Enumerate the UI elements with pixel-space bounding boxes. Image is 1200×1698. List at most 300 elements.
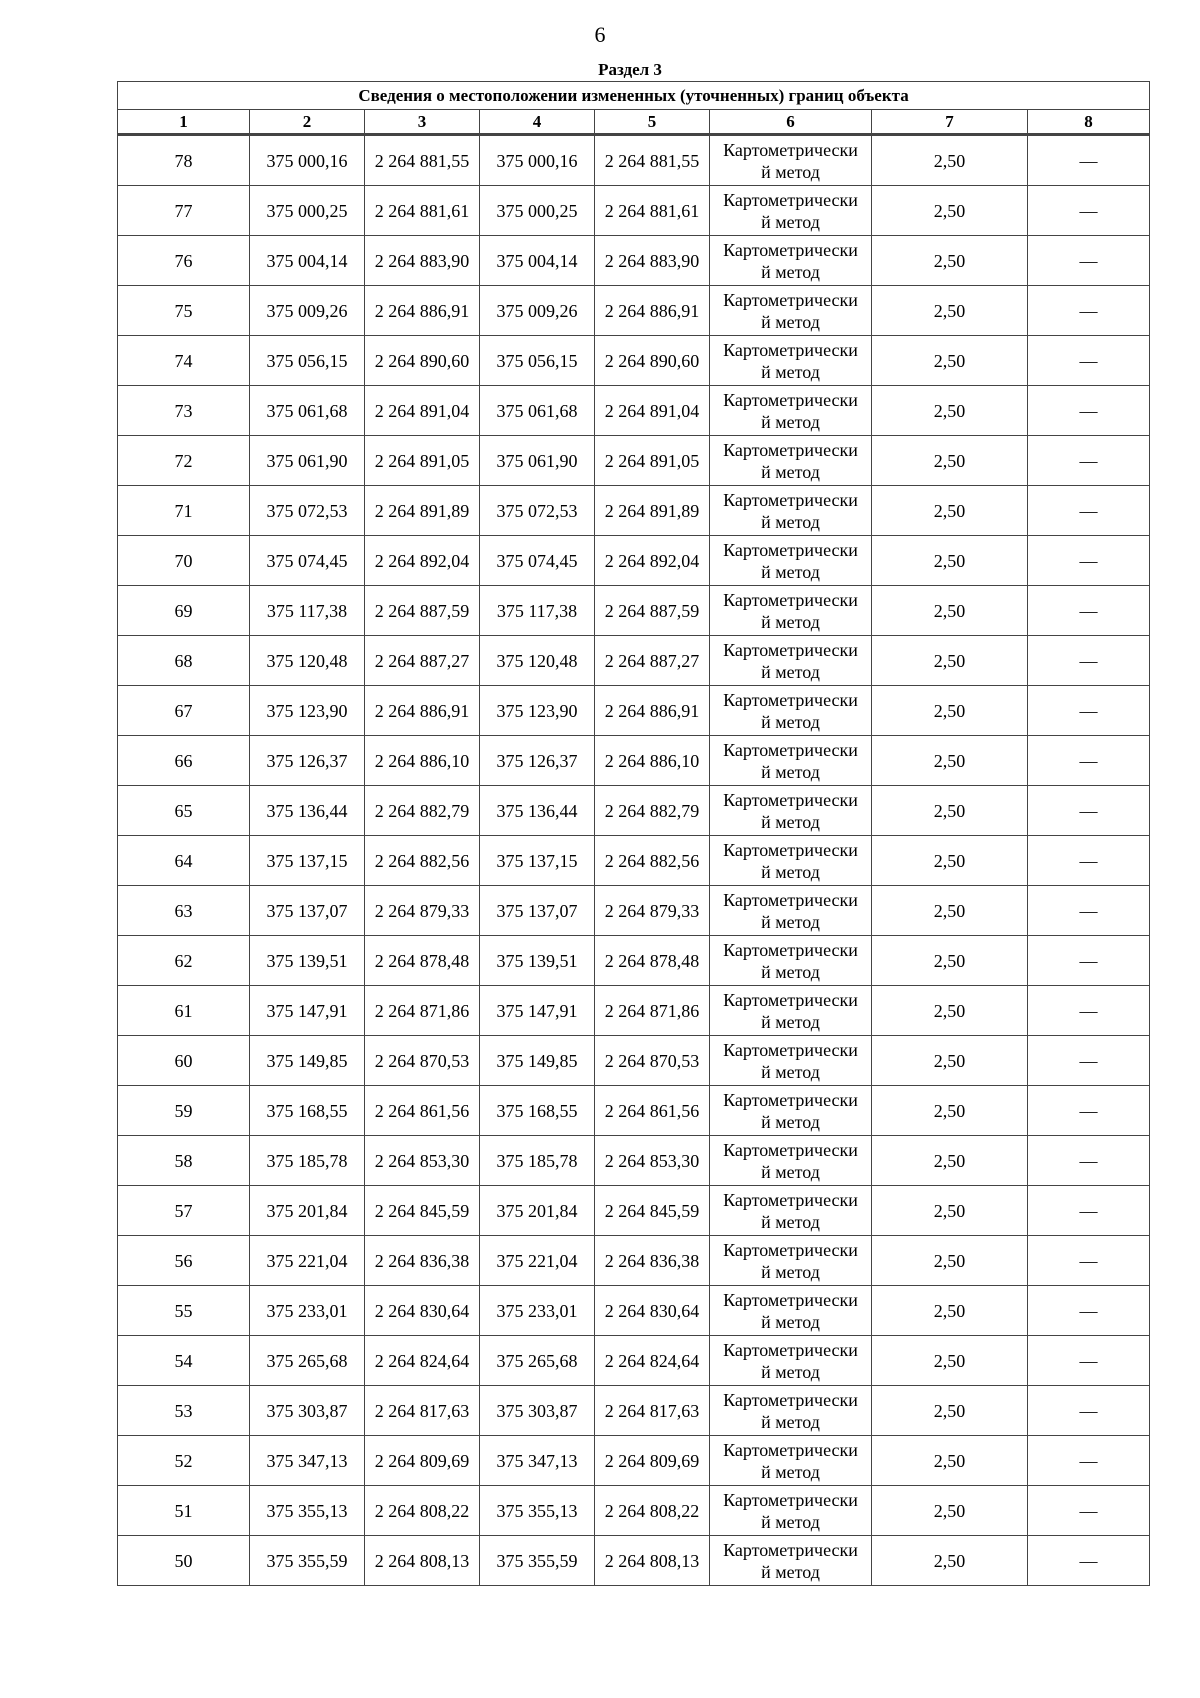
note-cell: — xyxy=(1028,236,1150,286)
table-caption-row xyxy=(118,82,1150,110)
existing-y-cell: 2 264 886,91 xyxy=(365,686,480,736)
existing-x-cell: 375 004,14 xyxy=(250,236,365,286)
table-row xyxy=(118,886,1150,936)
note-cell: — xyxy=(1028,886,1150,936)
refined-x-cell: 375 355,13 xyxy=(480,1486,595,1536)
point-number-cell: 77 xyxy=(118,186,250,236)
point-number-cell: 73 xyxy=(118,386,250,436)
refined-y-cell: 2 264 845,59 xyxy=(595,1186,710,1236)
method-line-1: Картометрически xyxy=(723,139,858,160)
refined-y-cell: 2 264 881,55 xyxy=(595,135,710,186)
table-body xyxy=(118,135,1150,1586)
point-number-cell: 75 xyxy=(118,286,250,336)
table-row xyxy=(118,786,1150,836)
note-cell: — xyxy=(1028,736,1150,786)
existing-x-cell: 375 123,90 xyxy=(250,686,365,736)
existing-x-cell: 375 233,01 xyxy=(250,1286,365,1336)
note-cell: — xyxy=(1028,1386,1150,1436)
method-cell xyxy=(710,1486,872,1536)
existing-y-cell: 2 264 853,30 xyxy=(365,1136,480,1186)
refined-y-cell: 2 264 808,22 xyxy=(595,1486,710,1536)
method-line-1: Картометрически xyxy=(723,1439,858,1460)
refined-x-cell: 375 074,45 xyxy=(480,536,595,586)
precision-cell: 2,50 xyxy=(872,686,1028,736)
precision-cell: 2,50 xyxy=(872,1336,1028,1386)
refined-y-cell: 2 264 817,63 xyxy=(595,1386,710,1436)
method-cell xyxy=(710,586,872,636)
point-number-cell: 65 xyxy=(118,786,250,836)
method-cell xyxy=(710,1186,872,1236)
existing-x-cell: 375 061,68 xyxy=(250,386,365,436)
method-line-1: Картометрически xyxy=(723,339,858,360)
refined-x-cell: 375 000,16 xyxy=(480,135,595,186)
refined-y-cell: 2 264 809,69 xyxy=(595,1436,710,1486)
method-line-2: й метод xyxy=(761,311,820,332)
method-line-1: Картометрически xyxy=(723,289,858,310)
method-line-2: й метод xyxy=(761,611,820,632)
method-line-2: й метод xyxy=(761,561,820,582)
point-number-cell: 72 xyxy=(118,436,250,486)
refined-x-cell: 375 117,38 xyxy=(480,586,595,636)
table-row xyxy=(118,836,1150,886)
method-line-1: Картометрически xyxy=(723,1339,858,1360)
point-number-cell: 50 xyxy=(118,1536,250,1586)
table-row xyxy=(118,1236,1150,1286)
existing-x-cell: 375 201,84 xyxy=(250,1186,365,1236)
existing-y-cell: 2 264 887,59 xyxy=(365,586,480,636)
existing-x-cell: 375 074,45 xyxy=(250,536,365,586)
method-line-1: Картометрически xyxy=(723,1489,858,1510)
column-number: 7 xyxy=(872,110,1028,135)
column-number: 4 xyxy=(480,110,595,135)
method-line-2: й метод xyxy=(761,961,820,982)
table-row xyxy=(118,336,1150,386)
existing-y-cell: 2 264 824,64 xyxy=(365,1336,480,1386)
precision-cell: 2,50 xyxy=(872,1236,1028,1286)
precision-cell: 2,50 xyxy=(872,1136,1028,1186)
refined-y-cell: 2 264 870,53 xyxy=(595,1036,710,1086)
existing-y-cell: 2 264 890,60 xyxy=(365,336,480,386)
refined-x-cell: 375 347,13 xyxy=(480,1436,595,1486)
precision-cell: 2,50 xyxy=(872,135,1028,186)
existing-y-cell: 2 264 891,05 xyxy=(365,436,480,486)
existing-y-cell: 2 264 845,59 xyxy=(365,1186,480,1236)
point-number-cell: 67 xyxy=(118,686,250,736)
refined-y-cell: 2 264 887,27 xyxy=(595,636,710,686)
method-line-1: Картометрически xyxy=(723,1389,858,1410)
point-number-cell: 76 xyxy=(118,236,250,286)
existing-x-cell: 375 000,16 xyxy=(250,135,365,186)
refined-x-cell: 375 120,48 xyxy=(480,636,595,686)
method-line-2: й метод xyxy=(761,1161,820,1182)
refined-x-cell: 375 185,78 xyxy=(480,1136,595,1186)
refined-y-cell: 2 264 891,89 xyxy=(595,486,710,536)
method-line-2: й метод xyxy=(761,1461,820,1482)
table-row xyxy=(118,386,1150,436)
table-caption: Сведения о местоположении измененных (уточненных) границ объекта xyxy=(118,82,1150,110)
method-line-1: Картометрически xyxy=(723,689,858,710)
refined-y-cell: 2 264 879,33 xyxy=(595,886,710,936)
existing-x-cell: 375 117,38 xyxy=(250,586,365,636)
note-cell: — xyxy=(1028,836,1150,886)
existing-y-cell: 2 264 870,53 xyxy=(365,1036,480,1086)
existing-x-cell: 375 185,78 xyxy=(250,1136,365,1186)
note-cell: — xyxy=(1028,686,1150,736)
column-number: 5 xyxy=(595,110,710,135)
precision-cell: 2,50 xyxy=(872,236,1028,286)
existing-y-cell: 2 264 886,10 xyxy=(365,736,480,786)
method-line-2: й метод xyxy=(761,461,820,482)
table-row xyxy=(118,1486,1150,1536)
point-number-cell: 60 xyxy=(118,1036,250,1086)
method-line-2: й метод xyxy=(761,661,820,682)
table-row xyxy=(118,1186,1150,1236)
refined-x-cell: 375 139,51 xyxy=(480,936,595,986)
method-line-1: Картометрически xyxy=(723,1539,858,1560)
existing-x-cell: 375 056,15 xyxy=(250,336,365,386)
table-row xyxy=(118,1086,1150,1136)
precision-cell: 2,50 xyxy=(872,186,1028,236)
table-row xyxy=(118,1136,1150,1186)
refined-y-cell: 2 264 808,13 xyxy=(595,1536,710,1586)
note-cell: — xyxy=(1028,1436,1150,1486)
existing-y-cell: 2 264 879,33 xyxy=(365,886,480,936)
boundary-coordinates-table xyxy=(117,81,1150,1586)
note-cell: — xyxy=(1028,336,1150,386)
method-line-1: Картометрически xyxy=(723,589,858,610)
note-cell: — xyxy=(1028,1336,1150,1386)
method-cell xyxy=(710,336,872,386)
refined-x-cell: 375 056,15 xyxy=(480,336,595,386)
refined-y-cell: 2 264 878,48 xyxy=(595,936,710,986)
table-row xyxy=(118,286,1150,336)
method-line-2: й метод xyxy=(761,811,820,832)
point-number-cell: 52 xyxy=(118,1436,250,1486)
existing-x-cell: 375 139,51 xyxy=(250,936,365,986)
existing-y-cell: 2 264 886,91 xyxy=(365,286,480,336)
refined-x-cell: 375 147,91 xyxy=(480,986,595,1036)
refined-y-cell: 2 264 883,90 xyxy=(595,236,710,286)
note-cell: — xyxy=(1028,1286,1150,1336)
precision-cell: 2,50 xyxy=(872,1186,1028,1236)
precision-cell: 2,50 xyxy=(872,286,1028,336)
method-cell xyxy=(710,1036,872,1086)
note-cell: — xyxy=(1028,936,1150,986)
existing-x-cell: 375 126,37 xyxy=(250,736,365,786)
column-number: 8 xyxy=(1028,110,1150,135)
note-cell: — xyxy=(1028,1236,1150,1286)
table-row xyxy=(118,536,1150,586)
refined-y-cell: 2 264 861,56 xyxy=(595,1086,710,1136)
existing-x-cell: 375 168,55 xyxy=(250,1086,365,1136)
method-cell xyxy=(710,486,872,536)
column-number: 3 xyxy=(365,110,480,135)
method-line-2: й метод xyxy=(761,1511,820,1532)
existing-y-cell: 2 264 881,61 xyxy=(365,186,480,236)
existing-y-cell: 2 264 882,56 xyxy=(365,836,480,886)
point-number-cell: 63 xyxy=(118,886,250,936)
method-line-1: Картометрически xyxy=(723,439,858,460)
existing-y-cell: 2 264 808,13 xyxy=(365,1536,480,1586)
existing-x-cell: 375 147,91 xyxy=(250,986,365,1036)
precision-cell: 2,50 xyxy=(872,386,1028,436)
column-number: 6 xyxy=(710,110,872,135)
method-line-1: Картометрически xyxy=(723,1189,858,1210)
method-cell xyxy=(710,886,872,936)
refined-x-cell: 375 355,59 xyxy=(480,1536,595,1586)
table-row xyxy=(118,436,1150,486)
method-cell xyxy=(710,786,872,836)
method-line-2: й метод xyxy=(761,861,820,882)
precision-cell: 2,50 xyxy=(872,936,1028,986)
refined-x-cell: 375 000,25 xyxy=(480,186,595,236)
refined-x-cell: 375 221,04 xyxy=(480,1236,595,1286)
refined-y-cell: 2 264 887,59 xyxy=(595,586,710,636)
refined-x-cell: 375 072,53 xyxy=(480,486,595,536)
refined-x-cell: 375 137,07 xyxy=(480,886,595,936)
existing-x-cell: 375 265,68 xyxy=(250,1336,365,1386)
method-line-1: Картометрически xyxy=(723,1239,858,1260)
refined-y-cell: 2 264 824,64 xyxy=(595,1336,710,1386)
table-row xyxy=(118,236,1150,286)
method-cell xyxy=(710,1286,872,1336)
refined-x-cell: 375 233,01 xyxy=(480,1286,595,1336)
table-row xyxy=(118,636,1150,686)
refined-y-cell: 2 264 871,86 xyxy=(595,986,710,1036)
method-line-2: й метод xyxy=(761,1011,820,1032)
method-line-1: Картометрически xyxy=(723,1039,858,1060)
point-number-cell: 56 xyxy=(118,1236,250,1286)
method-cell xyxy=(710,1136,872,1186)
method-line-1: Картометрически xyxy=(723,889,858,910)
method-cell xyxy=(710,1386,872,1436)
refined-y-cell: 2 264 891,04 xyxy=(595,386,710,436)
method-cell xyxy=(710,1236,872,1286)
note-cell: — xyxy=(1028,986,1150,1036)
existing-y-cell: 2 264 887,27 xyxy=(365,636,480,686)
existing-y-cell: 2 264 882,79 xyxy=(365,786,480,836)
table-row xyxy=(118,936,1150,986)
point-number-cell: 57 xyxy=(118,1186,250,1236)
precision-cell: 2,50 xyxy=(872,1436,1028,1486)
existing-x-cell: 375 120,48 xyxy=(250,636,365,686)
table-row xyxy=(118,135,1150,186)
existing-x-cell: 375 136,44 xyxy=(250,786,365,836)
method-line-2: й метод xyxy=(761,1361,820,1382)
method-line-1: Картометрически xyxy=(723,489,858,510)
table-row xyxy=(118,1036,1150,1086)
note-cell: — xyxy=(1028,186,1150,236)
method-line-1: Картометрически xyxy=(723,839,858,860)
existing-x-cell: 375 061,90 xyxy=(250,436,365,486)
method-line-1: Картометрически xyxy=(723,989,858,1010)
refined-y-cell: 2 264 886,91 xyxy=(595,286,710,336)
precision-cell: 2,50 xyxy=(872,436,1028,486)
precision-cell: 2,50 xyxy=(872,786,1028,836)
existing-y-cell: 2 264 836,38 xyxy=(365,1236,480,1286)
existing-y-cell: 2 264 891,89 xyxy=(365,486,480,536)
note-cell: — xyxy=(1028,135,1150,186)
precision-cell: 2,50 xyxy=(872,836,1028,886)
refined-y-cell: 2 264 836,38 xyxy=(595,1236,710,1286)
existing-x-cell: 375 355,13 xyxy=(250,1486,365,1536)
point-number-cell: 53 xyxy=(118,1386,250,1436)
method-line-1: Картометрически xyxy=(723,739,858,760)
existing-x-cell: 375 072,53 xyxy=(250,486,365,536)
table-row xyxy=(118,1336,1150,1386)
refined-y-cell: 2 264 853,30 xyxy=(595,1136,710,1186)
precision-cell: 2,50 xyxy=(872,586,1028,636)
existing-y-cell: 2 264 830,64 xyxy=(365,1286,480,1336)
point-number-cell: 55 xyxy=(118,1286,250,1336)
existing-x-cell: 375 221,04 xyxy=(250,1236,365,1286)
page-number: 6 xyxy=(594,22,606,47)
method-cell xyxy=(710,1086,872,1136)
existing-x-cell: 375 137,15 xyxy=(250,836,365,886)
point-number-cell: 51 xyxy=(118,1486,250,1536)
method-line-2: й метод xyxy=(761,1061,820,1082)
method-line-2: й метод xyxy=(761,1111,820,1132)
point-number-cell: 69 xyxy=(118,586,250,636)
method-cell xyxy=(710,686,872,736)
refined-x-cell: 375 137,15 xyxy=(480,836,595,886)
refined-x-cell: 375 168,55 xyxy=(480,1086,595,1136)
point-number-cell: 70 xyxy=(118,536,250,586)
refined-x-cell: 375 265,68 xyxy=(480,1336,595,1386)
precision-cell: 2,50 xyxy=(872,1036,1028,1086)
refined-x-cell: 375 303,87 xyxy=(480,1386,595,1436)
refined-y-cell: 2 264 882,56 xyxy=(595,836,710,886)
precision-cell: 2,50 xyxy=(872,886,1028,936)
point-number-cell: 62 xyxy=(118,936,250,986)
refined-x-cell: 375 009,26 xyxy=(480,286,595,336)
precision-cell: 2,50 xyxy=(872,636,1028,686)
note-cell: — xyxy=(1028,536,1150,586)
method-cell xyxy=(710,1436,872,1486)
method-cell xyxy=(710,636,872,686)
point-number-cell: 74 xyxy=(118,336,250,386)
refined-x-cell: 375 061,68 xyxy=(480,386,595,436)
note-cell: — xyxy=(1028,436,1150,486)
precision-cell: 2,50 xyxy=(872,1486,1028,1536)
existing-y-cell: 2 264 817,63 xyxy=(365,1386,480,1436)
method-line-1: Картометрически xyxy=(723,389,858,410)
precision-cell: 2,50 xyxy=(872,736,1028,786)
section-title: Раздел 3 xyxy=(598,60,662,79)
method-line-2: й метод xyxy=(761,361,820,382)
refined-x-cell: 375 126,37 xyxy=(480,736,595,786)
refined-x-cell: 375 004,14 xyxy=(480,236,595,286)
method-line-2: й метод xyxy=(761,711,820,732)
point-number-cell: 61 xyxy=(118,986,250,1036)
precision-cell: 2,50 xyxy=(872,536,1028,586)
method-cell xyxy=(710,236,872,286)
point-number-cell: 64 xyxy=(118,836,250,886)
table-row xyxy=(118,586,1150,636)
refined-y-cell: 2 264 886,10 xyxy=(595,736,710,786)
existing-x-cell: 375 149,85 xyxy=(250,1036,365,1086)
method-line-2: й метод xyxy=(761,211,820,232)
refined-y-cell: 2 264 882,79 xyxy=(595,786,710,836)
method-line-2: й метод xyxy=(761,261,820,282)
note-cell: — xyxy=(1028,386,1150,436)
method-line-2: й метод xyxy=(761,1261,820,1282)
precision-cell: 2,50 xyxy=(872,1086,1028,1136)
method-line-1: Картометрически xyxy=(723,939,858,960)
note-cell: — xyxy=(1028,786,1150,836)
method-line-2: й метод xyxy=(761,411,820,432)
method-cell xyxy=(710,986,872,1036)
existing-x-cell: 375 000,25 xyxy=(250,186,365,236)
point-number-cell: 54 xyxy=(118,1336,250,1386)
method-line-1: Картометрически xyxy=(723,1289,858,1310)
precision-cell: 2,50 xyxy=(872,1536,1028,1586)
method-cell xyxy=(710,736,872,786)
method-cell xyxy=(710,135,872,186)
table-row xyxy=(118,736,1150,786)
precision-cell: 2,50 xyxy=(872,986,1028,1036)
note-cell: — xyxy=(1028,1486,1150,1536)
existing-y-cell: 2 264 871,86 xyxy=(365,986,480,1036)
existing-y-cell: 2 264 878,48 xyxy=(365,936,480,986)
method-line-1: Картометрически xyxy=(723,1089,858,1110)
method-line-2: й метод xyxy=(761,1411,820,1432)
existing-y-cell: 2 264 861,56 xyxy=(365,1086,480,1136)
refined-x-cell: 375 061,90 xyxy=(480,436,595,486)
precision-cell: 2,50 xyxy=(872,1286,1028,1336)
table-row xyxy=(118,686,1150,736)
note-cell: — xyxy=(1028,586,1150,636)
column-number: 2 xyxy=(250,110,365,135)
method-line-2: й метод xyxy=(761,1561,820,1582)
existing-y-cell: 2 264 883,90 xyxy=(365,236,480,286)
method-line-2: й метод xyxy=(761,511,820,532)
existing-x-cell: 375 355,59 xyxy=(250,1536,365,1586)
refined-x-cell: 375 136,44 xyxy=(480,786,595,836)
point-number-cell: 58 xyxy=(118,1136,250,1186)
note-cell: — xyxy=(1028,1036,1150,1086)
existing-x-cell: 375 303,87 xyxy=(250,1386,365,1436)
precision-cell: 2,50 xyxy=(872,1386,1028,1436)
method-line-1: Картометрически xyxy=(723,539,858,560)
method-cell xyxy=(710,436,872,486)
method-line-2: й метод xyxy=(761,911,820,932)
note-cell: — xyxy=(1028,1536,1150,1586)
point-number-cell: 68 xyxy=(118,636,250,686)
method-line-1: Картометрически xyxy=(723,639,858,660)
refined-y-cell: 2 264 830,64 xyxy=(595,1286,710,1336)
method-cell xyxy=(710,936,872,986)
table-row xyxy=(118,1536,1150,1586)
method-cell xyxy=(710,1336,872,1386)
refined-x-cell: 375 201,84 xyxy=(480,1186,595,1236)
existing-y-cell: 2 264 891,04 xyxy=(365,386,480,436)
method-line-2: й метод xyxy=(761,161,820,182)
refined-y-cell: 2 264 891,05 xyxy=(595,436,710,486)
method-line-1: Картометрически xyxy=(723,239,858,260)
note-cell: — xyxy=(1028,1186,1150,1236)
precision-cell: 2,50 xyxy=(872,486,1028,536)
note-cell: — xyxy=(1028,486,1150,536)
method-cell xyxy=(710,186,872,236)
column-number: 1 xyxy=(118,110,250,135)
table-row xyxy=(118,486,1150,536)
method-cell xyxy=(710,286,872,336)
table-row xyxy=(118,1286,1150,1336)
table-row xyxy=(118,1386,1150,1436)
precision-cell: 2,50 xyxy=(872,336,1028,386)
method-line-2: й метод xyxy=(761,1211,820,1232)
